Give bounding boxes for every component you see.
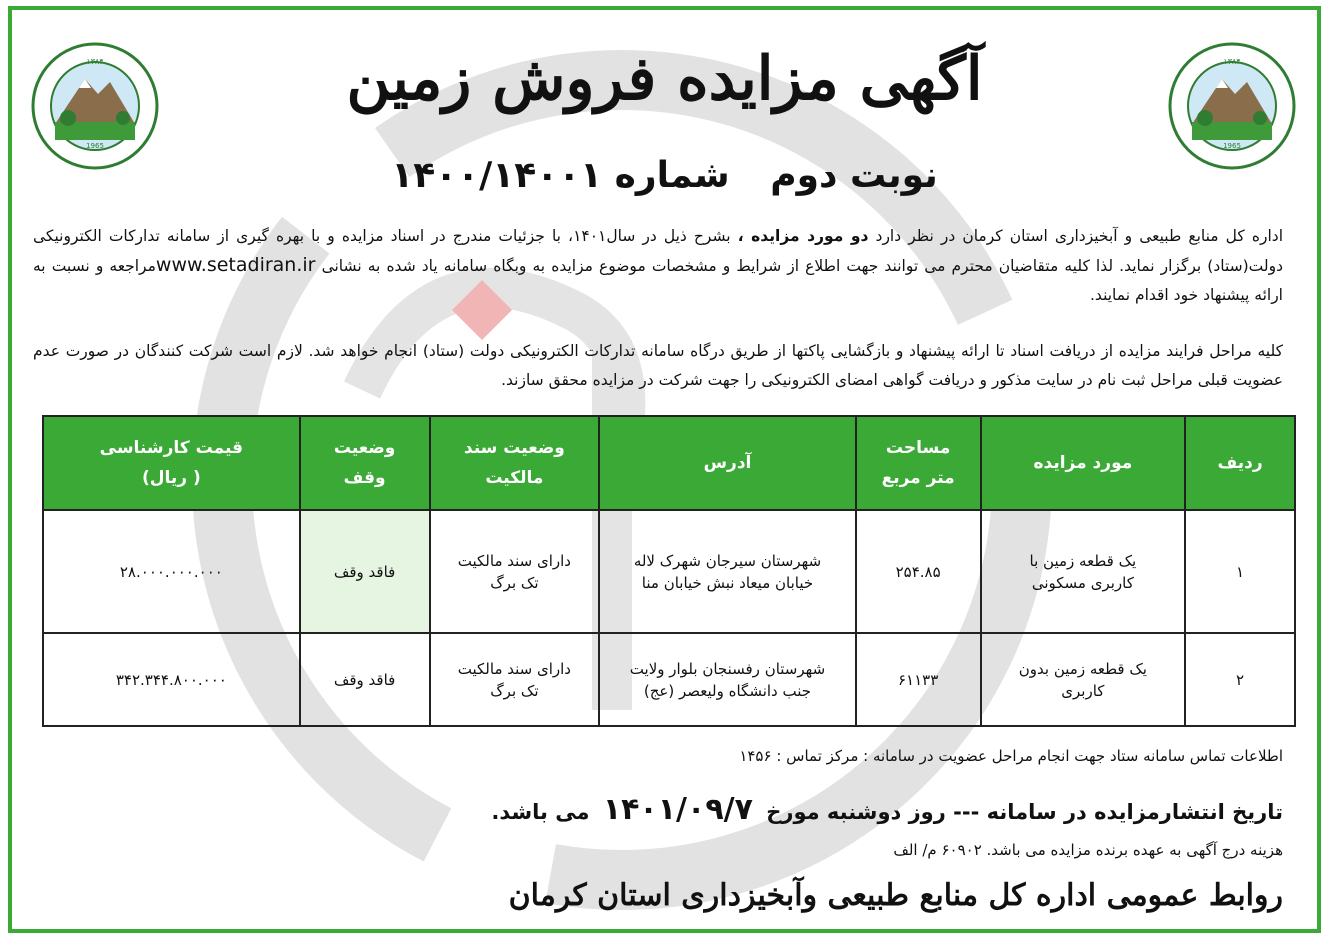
cost-note: هزینه درج آگهی به عهده برنده مزایده می باشد. ۶۰۹۰۲ م/ الف — [893, 841, 1283, 859]
table-header-row — [43, 416, 1295, 510]
header-area: مساحت متر مربع — [856, 416, 981, 510]
header-deed: وضعیت سند مالکیت — [430, 416, 600, 510]
process-paragraph: کلیه مراحل فرایند مزایده از دریافت اسناد تا ارائه پیشنهاد و بازگشایی پاکتها از طریق درگاه سامانه تدارکات الکترونیکی دولت (ستاد) انجام خواهد شد. لازم است شرکت کنندگان در صورت عدم عضویت قبلی مراحل ثبت نام در سایت مذکور و دریافت گواهی امضای الکترونیکی را جهت شرکت در مزایده محقق سازند. — [33, 342, 1283, 389]
contact-info: اطلاعات تماس سامانه ستاد جهت انجام مراحل عضویت در سامانه : مرکز تماس : ۱۴۵۶ — [739, 747, 1283, 765]
header-row-number: ردیف — [1185, 416, 1295, 510]
svg-text:1965: 1965 — [86, 142, 104, 150]
auction-table — [42, 415, 1296, 727]
svg-text:۱۳۸۴: ۱۳۸۴ — [1223, 57, 1241, 66]
website-link[interactable]: www.setadiran.ir — [155, 254, 316, 276]
notice-number: شماره ۱۴۰۰/۱۴۰۰۱ — [391, 155, 730, 196]
intro-highlight: دو مورد مزایده ، — [737, 227, 869, 245]
header-waqf: وضعیت وقف — [300, 416, 430, 510]
notice-frame — [8, 6, 1321, 933]
svg-text:1965: 1965 — [1223, 142, 1241, 150]
table-row: ۲ یک قطعه زمین بدون کاربری ۶۱۱۳۳ شهرستان رفسنجان بلوار ولایت جنب دانشگاه ولیعصر (عج) دارای سند مالکیت تک برگ فاقد وقف ۳۴۲.۳۴۴.۸۰۰.۰۰۰ — [43, 633, 1295, 726]
header-address: آدرس — [599, 416, 855, 510]
footer-signature: روابط عمومی اداره کل منابع طبیعی وآبخیزداری استان کرمان — [508, 878, 1283, 913]
intro-paragraph: اداره کل منابع طبیعی و آبخیزداری استان کرمان در نظر دارد دو مورد مزایده ، بشرح ذیل در سال۱۴۰۱، با جزئیات مندرج در اسناد مزایده و با بهره گیری از سامانه تدارکات الکترونیکی دولت(ستاد) برگزار نماید. لذا کلیه متقاضیان محترم می توانند جهت اطلاع از شرایط و مشخصات موضوع مزایده به وبگاه سامانه یاد شده به نشانی www.setadiran.irمراجعه و نسبت به ارائه پیشنهاد خود اقدام نمایند. — [33, 227, 1283, 304]
publish-date: تاریخ انتشارمزایده در سامانه --- روز دوشنبه مورخ ۱۴۰۱/۰۹/۷ می باشد. — [491, 792, 1283, 827]
header-price: قیمت کارشناسی ( ریال) — [43, 416, 300, 510]
notice-title: آگهی مزایده فروش زمین — [346, 44, 983, 114]
publish-date-value: ۱۴۰۱/۰۹/۷ — [602, 792, 753, 827]
round-label: نوبت دوم — [770, 155, 938, 196]
notice-subtitle — [12, 155, 1317, 196]
table-row: ۱ یک قطعه زمین با کاربری مسکونی ۲۵۴.۸۵ شهرستان سیرجان شهرک لاله خیابان میعاد نبش خیابان منا دارای سند مالکیت تک برگ فاقد وقف ۲۸.۰۰۰.۰۰۰.۰۰۰ — [43, 510, 1295, 633]
header-item: مورد مزایده — [981, 416, 1186, 510]
svg-text:۱۳۸۴: ۱۳۸۴ — [86, 57, 104, 66]
